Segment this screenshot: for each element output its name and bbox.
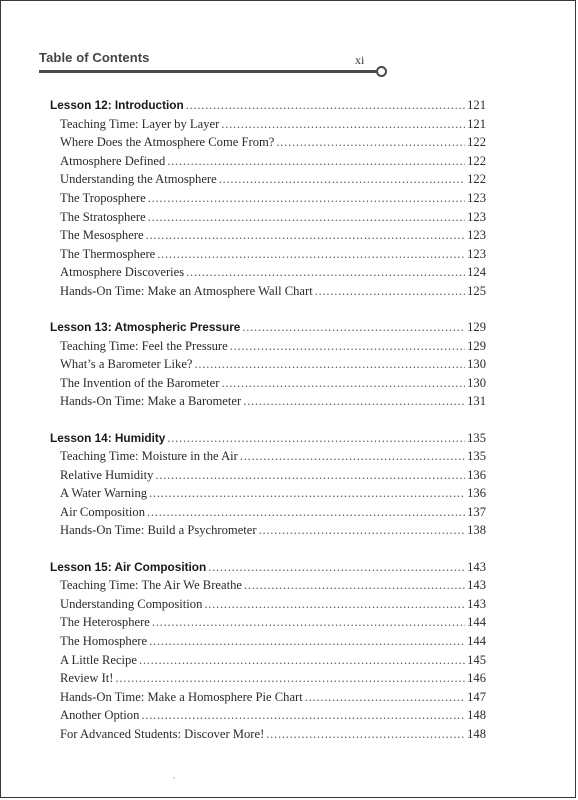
entry-page-number: 121: [467, 98, 486, 112]
page-header: [39, 50, 389, 80]
toc-entry[interactable]: [50, 576, 486, 595]
entry-page-number: 122: [467, 172, 486, 187]
toc-entry[interactable]: [50, 133, 486, 152]
toc-entry[interactable]: [50, 725, 486, 744]
toc-entry[interactable]: [50, 466, 486, 485]
entry-label: The Troposphere: [60, 190, 146, 205]
entry-page-number: 121: [467, 116, 486, 131]
entry-label: Teaching Time: The Air We Breathe: [60, 578, 242, 593]
entry-page-number: 123: [467, 228, 486, 243]
dot-leader: [116, 669, 466, 688]
toc-entry[interactable]: [50, 115, 486, 134]
lesson-block: [50, 318, 486, 411]
toc-entry[interactable]: [50, 170, 486, 189]
dot-leader: [244, 576, 465, 595]
dot-leader: [139, 651, 465, 670]
lesson-heading[interactable]: [50, 558, 486, 577]
entry-label: Hands-On Time: Build a Psychrometer: [60, 523, 257, 538]
lesson-block: [50, 558, 486, 744]
toc-entry[interactable]: [50, 152, 486, 171]
header-rule-dot: [376, 66, 387, 77]
toc-entry[interactable]: [50, 651, 486, 670]
dot-leader: [155, 466, 465, 485]
entry-page-number: 124: [467, 265, 486, 280]
entry-label: The Stratosphere: [60, 209, 146, 224]
entry-page-number: 135: [467, 430, 486, 445]
entry-page-number: 130: [467, 375, 486, 390]
entry-page-number: 131: [467, 394, 486, 409]
entry-page-number: 129: [467, 320, 486, 335]
dot-leader: [147, 503, 465, 522]
dot-leader: [221, 374, 465, 393]
entry-page-number: 138: [467, 523, 486, 538]
entry-page-number: 136: [467, 486, 486, 501]
entry-page-number: 145: [467, 652, 486, 667]
toc-entry[interactable]: [50, 706, 486, 725]
toc-entry[interactable]: [50, 521, 486, 540]
entry-label: Understanding the Atmosphere: [60, 172, 217, 187]
entry-label: A Water Warning: [60, 486, 148, 501]
dot-leader: [230, 337, 465, 356]
entry-label: Atmosphere Discoveries: [60, 265, 185, 280]
lesson-title: Lesson 12: Introduction: [50, 98, 184, 112]
toc-entry[interactable]: [50, 595, 486, 614]
dot-leader: [276, 133, 465, 152]
entry-page-number: 147: [467, 689, 486, 704]
entry-page-number: 143: [467, 559, 486, 574]
entry-label: Relative Humidity: [60, 467, 154, 482]
entry-page-number: 148: [467, 726, 486, 741]
entry-label: Hands-On Time: Make a Homosphere Pie Chart: [60, 689, 303, 704]
lesson-title: Lesson 13: Atmospheric Pressure: [50, 320, 241, 335]
dot-leader: [148, 208, 465, 227]
toc-entry[interactable]: [50, 503, 486, 522]
lesson-heading[interactable]: [50, 96, 486, 115]
entry-label: Hands-On Time: Make an Atmosphere Wall Chart: [60, 283, 313, 298]
dot-leader: [204, 595, 465, 614]
entry-page-number: 136: [467, 467, 486, 482]
dot-leader: [149, 632, 465, 651]
toc-entry[interactable]: [50, 226, 486, 245]
toc-entry[interactable]: [50, 688, 486, 707]
entry-label: What’s a Barometer Like?: [60, 357, 193, 372]
dot-leader: [221, 115, 465, 134]
entry-page-number: 137: [467, 504, 486, 519]
header-rule: [39, 70, 380, 73]
dot-leader: [305, 688, 465, 707]
dot-leader: [186, 96, 465, 115]
entry-page-number: 122: [467, 135, 486, 150]
toc-entry[interactable]: [50, 208, 486, 227]
dot-leader: [219, 170, 465, 189]
entry-label: The Mesosphere: [60, 228, 144, 243]
entry-page-number: 122: [467, 153, 486, 168]
dot-leader: [141, 706, 465, 725]
lesson-block: [50, 96, 486, 301]
toc-entry[interactable]: [50, 484, 486, 503]
dot-leader: [259, 521, 466, 540]
entry-page-number: 130: [467, 357, 486, 372]
dot-leader: [243, 392, 465, 411]
lesson-block: [50, 429, 486, 541]
lesson-heading[interactable]: [50, 318, 486, 337]
entry-page-number: 146: [467, 671, 486, 686]
entry-page-number: 143: [467, 596, 486, 611]
entry-page-number: 143: [467, 578, 486, 593]
entry-label: Where Does the Atmosphere Come From?: [60, 135, 275, 150]
toc-entry[interactable]: [50, 337, 486, 356]
lesson-heading[interactable]: [50, 429, 486, 448]
toc-entry[interactable]: [50, 669, 486, 688]
entry-label: Teaching Time: Layer by Layer: [60, 116, 220, 131]
dot-leader: [152, 613, 465, 632]
toc-entry[interactable]: [50, 613, 486, 632]
header-title: Table of Contents: [39, 50, 150, 65]
dot-leader: [149, 484, 465, 503]
entry-page-number: 123: [467, 209, 486, 224]
entry-label: Air Composition: [60, 504, 146, 519]
toc-entry[interactable]: [50, 632, 486, 651]
lesson-title: Lesson 15: Air Composition: [50, 559, 207, 574]
toc-entry[interactable]: [50, 447, 486, 466]
dot-leader: [242, 318, 465, 337]
entry-page-number: 125: [467, 283, 486, 298]
entry-page-number: 123: [467, 246, 486, 261]
entry-label: The Heterosphere: [60, 615, 150, 630]
entry-label: The Invention of the Barometer: [60, 375, 220, 390]
entry-label: The Homosphere: [60, 633, 148, 648]
dot-leader: [186, 263, 465, 282]
entry-label: Another Option: [60, 708, 140, 723]
entry-label: Atmosphere Defined: [60, 153, 166, 168]
entry-label: For Advanced Students: Discover More!: [60, 726, 265, 741]
entry-label: Hands-On Time: Make a Barometer: [60, 394, 242, 409]
page-number: xi: [355, 53, 365, 67]
toc-entry[interactable]: [50, 374, 486, 393]
entry-page-number: 144: [467, 633, 486, 648]
toc-entry[interactable]: [50, 245, 486, 264]
entry-page-number: 148: [467, 708, 486, 723]
entry-page-number: 123: [467, 190, 486, 205]
entry-page-number: 135: [467, 449, 486, 464]
dot-leader: [240, 447, 465, 466]
entry-label: A Little Recipe: [60, 652, 137, 667]
entry-page-number: 144: [467, 615, 486, 630]
dot-leader: [266, 725, 465, 744]
dot-leader: [167, 152, 465, 171]
entry-label: Understanding Composition: [60, 596, 203, 611]
dot-leader: [146, 226, 466, 245]
dot-leader: [195, 355, 466, 374]
toc-entry[interactable]: [50, 392, 486, 411]
toc-entry[interactable]: [50, 189, 486, 208]
entry-label: Review It!: [60, 671, 114, 686]
dot-leader: [157, 245, 465, 264]
dot-leader: [208, 558, 465, 577]
dot-leader: [148, 189, 465, 208]
entry-label: Teaching Time: Feel the Pressure: [60, 338, 228, 353]
dot-leader: [167, 429, 465, 448]
toc-entry[interactable]: [50, 282, 486, 301]
lesson-title: Lesson 14: Humidity: [50, 430, 166, 445]
toc-entry[interactable]: [50, 263, 486, 282]
entry-page-number: 129: [467, 338, 486, 353]
entry-label: The Thermosphere: [60, 246, 156, 261]
table-of-contents: [50, 96, 486, 761]
toc-entry[interactable]: [50, 355, 486, 374]
entry-label: Teaching Time: Moisture in the Air: [60, 449, 238, 464]
footer-mark: ,: [173, 771, 175, 780]
dot-leader: [315, 282, 465, 301]
